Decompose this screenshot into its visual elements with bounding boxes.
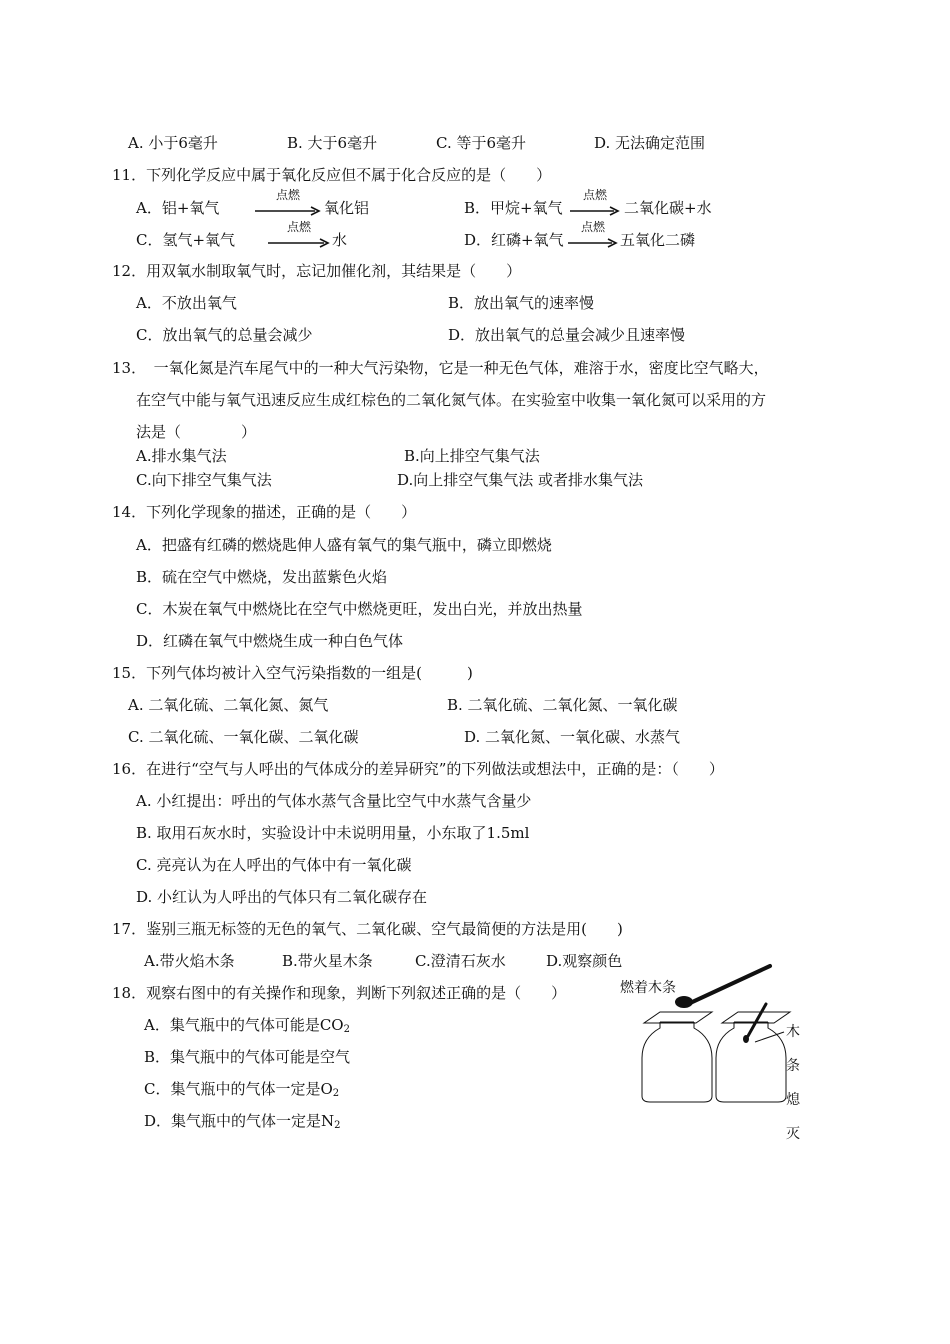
reaction-arrow-c [268,220,330,248]
q13-option-c: C.向下排空气集气法 [136,471,272,489]
reaction-condition-c: 点燃 [286,220,311,234]
figure-label-char: 灭 [786,1126,800,1142]
q11-option-c-reactants: C．氢气+氧气 [136,231,236,249]
q13-stem-line1: 13． 一氧化氮是汽车尾气中的一种大气污染物，它是一种无色气体，难溶于水，密度比空气略大， [112,359,769,377]
q13-stem-line2: 在空气中能与氧气迅速反应生成红棕色的二氧化氮气体。在实验室中收集一氧化氮可以采用的方 [136,391,767,409]
q11-option-d-reactants: D．红磷+氧气 [464,231,564,249]
q18-stem: 18．观察右图中的有关操作和现象，判断下列叙述正确的是（ ） [112,984,567,1002]
q15-option-a: A. 二氧化硫、二氧化氮、氮气 [128,696,329,714]
q17-option-a: A.带火焰木条 [144,952,235,970]
q13-option-b: B.向上排空气集气法 [404,447,540,465]
q18-option-b: B．集气瓶中的气体可能是空气 [144,1048,351,1066]
q18-option-d: D．集气瓶中的气体一定是$N_2$ [144,1112,341,1131]
q12-option-c: C．放出氧气的总量会减少 [136,326,313,344]
figure-label-char: 木 [786,1024,800,1040]
gas-jar-right-icon [716,1022,786,1102]
q14-option-d: D．红磷在氧气中燃烧生成一种白色气体 [136,632,404,650]
q13-option-d: D.向上排空气集气法 或者排水集气法 [397,471,644,489]
reaction-condition-a: 点燃 [275,188,300,202]
figure-label-char: 条 [786,1058,800,1074]
q17-stem: 17．鉴别三瓶无标签的无色的氧气、二氧化碳、空气最简便的方法是用( ) [112,920,623,938]
q14-option-b: B．硫在空气中燃烧，发出蓝紫色火焰 [136,568,388,586]
arrow-icon [570,206,620,216]
q15-stem: 15．下列气体均被计入空气污染指数的一组是( ) [112,664,473,682]
q13-option-a: A.排水集气法 [136,447,227,465]
q10-option-b: B. 大于6毫升 [287,134,378,152]
q16-stem: 16．在进行“空气与人呼出的气体成分的差异研究”的下列做法或想法中，正确的是：（ ） [112,760,724,778]
q15-option-d: D. 二氧化氮、一氧化碳、水蒸气 [464,728,681,746]
q11-option-b-reactants: B．甲烷+氧气 [464,199,563,217]
q16-option-a: A. 小红提出：呼出的气体水蒸气含量比空气中水蒸气含量少 [136,792,532,810]
q16-option-d: D. 小红认为人呼出的气体只有二氧化碳存在 [136,888,428,906]
arrow-icon [268,238,330,248]
arrow-icon [255,206,321,216]
q16-option-b: B. 取用石灰水时，实验设计中未说明用量，小东取了1.5ml [136,824,530,842]
q11-option-a-product: 氧化铝 [324,199,370,217]
reaction-condition-b: 点燃 [582,188,607,202]
extinguished-stick-icon [748,1004,766,1036]
q12-option-a: A．不放出氧气 [136,294,237,312]
q15-option-b: B. 二氧化硫、二氧化氮、一氧化碳 [447,696,678,714]
flame-icon [675,996,693,1008]
figure-label-char: 熄 [786,1092,800,1108]
q15-option-c: C. 二氧化硫、一氧化碳、二氧化碳 [128,728,359,746]
q12-option-d: D．放出氧气的总量会减少且速率慢 [448,326,686,344]
figure-label-stick-extinguished [783,1015,803,1151]
arrow-icon [568,238,618,248]
reaction-arrow-a [255,188,321,216]
q12-option-b: B．放出氧气的速率慢 [448,294,595,312]
q17-option-d: D.观察颜色 [546,952,623,970]
q14-stem: 14．下列化学现象的描述，正确的是（ ） [112,503,417,521]
q10-option-a: A. 小于6毫升 [128,134,218,152]
glass-plate-left [644,1012,712,1023]
q11-option-a-reactants: A．铝+氧气 [136,199,220,217]
q11-option-d-product: 五氧化二磷 [620,231,696,249]
reaction-arrow-d [568,220,618,248]
q18-option-c: C．集气瓶中的气体一定是$O_2$ [144,1080,340,1099]
reaction-arrow-b [570,188,620,216]
gas-jar-left-icon [642,1022,712,1102]
q11-stem: 11．下列化学反应中属于氧化反应但不属于化合反应的是（ ） [112,166,552,184]
burning-stick-icon [688,966,770,1004]
q13-stem-line3: 法是（ ） [136,423,257,441]
q12-stem: 12．用双氧水制取氧气时，忘记加催化剂，其结果是（ ） [112,262,522,280]
q18-option-a: A．集气瓶中的气体可能是$CO_2$ [144,1016,350,1035]
q17-option-b: B.带火星木条 [282,952,373,970]
figure-label-burning-stick: 燃着木条 [620,980,676,996]
q10-option-d: D. 无法确定范围 [594,134,706,152]
q16-option-c: C. 亮亮认为在人呼出的气体中有一氧化碳 [136,856,412,874]
q17-option-c: C.澄清石灰水 [415,952,506,970]
q10-option-c: C. 等于6毫升 [436,134,527,152]
q14-option-a: A．把盛有红磷的燃烧匙伸人盛有氧气的集气瓶中，磷立即燃烧 [136,536,552,554]
reaction-condition-d: 点燃 [580,220,605,234]
q14-option-c: C．木炭在氧气中燃烧比在空气中燃烧更旺，发出白光，并放出热量 [136,600,583,618]
q11-option-c-product: 水 [332,231,348,249]
q11-option-b-product: 二氧化碳+水 [624,199,712,217]
